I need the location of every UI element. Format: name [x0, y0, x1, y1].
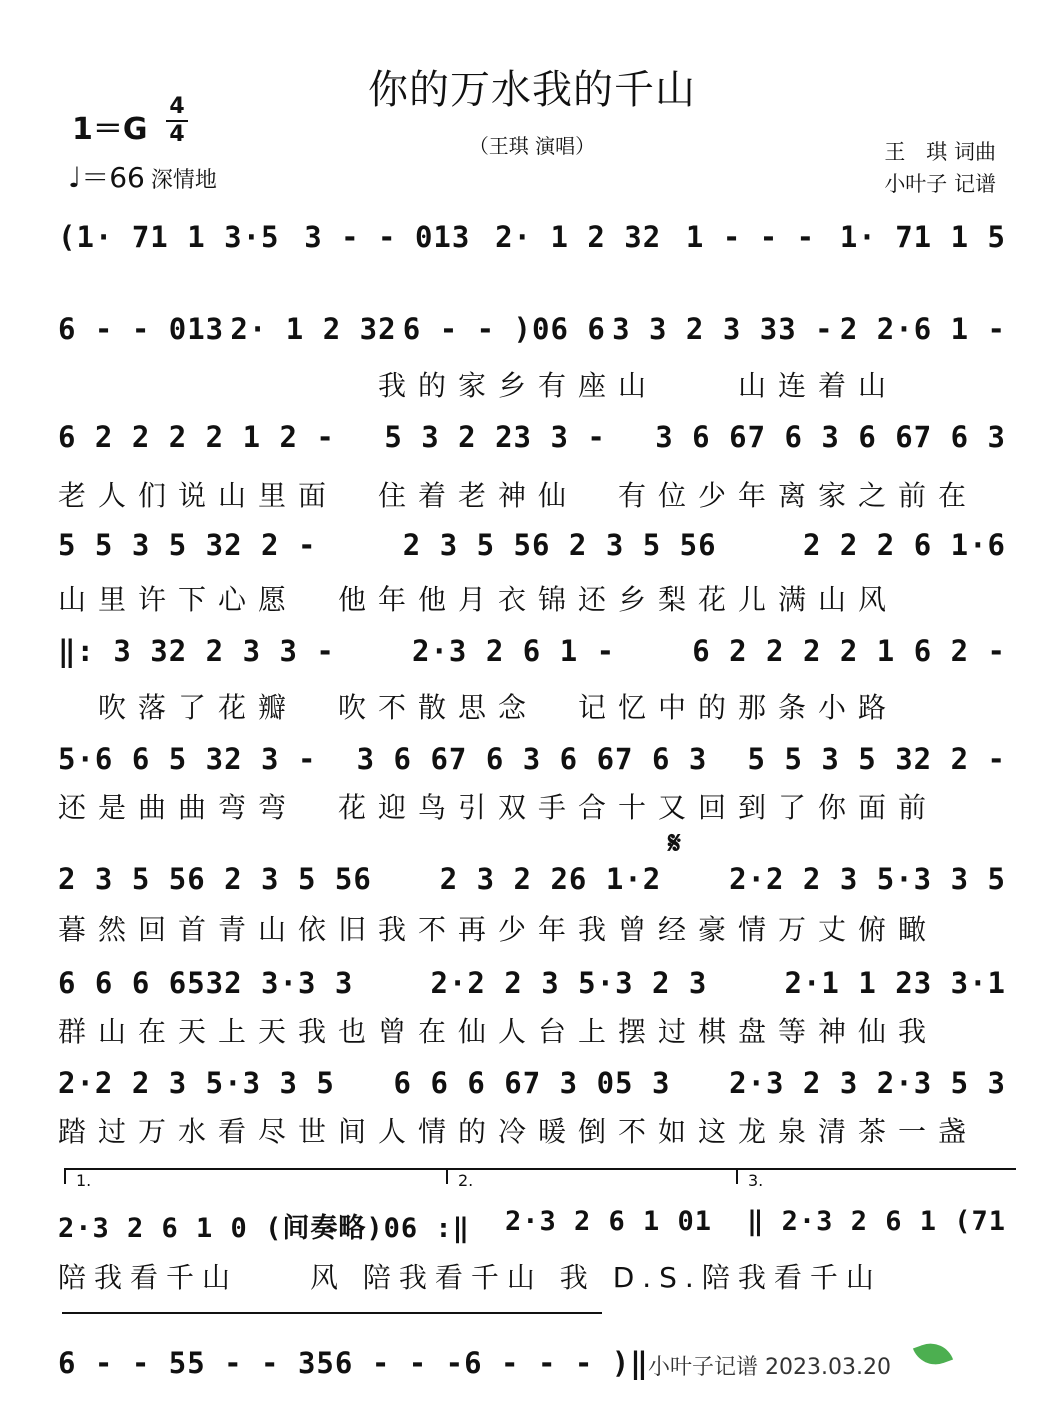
- measure: 2 3 2 26 1·2: [439, 862, 662, 896]
- lyric-line-7: 暮然回首青山依旧我不再少年我曾经豪情万丈俯瞰: [58, 913, 939, 946]
- tempo-value: ♩＝66: [68, 161, 145, 194]
- measure: 2·1 1 23 3·1: [784, 966, 1006, 1000]
- segno-sign: 𝄋: [668, 826, 681, 861]
- tempo-mark: [68, 156, 217, 196]
- score-row-10: [58, 1206, 1006, 1294]
- measure: 5 - - 35: [187, 1346, 335, 1380]
- measure: 2·3 2 6 1 01: [504, 1206, 713, 1237]
- notation-row-2: [58, 312, 1006, 346]
- coda-bracket: [62, 1312, 602, 1314]
- measure: 6 6 6 67 3 05 3: [393, 1066, 671, 1100]
- measure: 6 - - -: [334, 1346, 465, 1380]
- song-title: 你的万水我的千山: [368, 67, 696, 113]
- score-row-7: [58, 862, 1006, 946]
- notation-row-5: [58, 634, 1006, 668]
- volta-1: 1.: [64, 1168, 448, 1184]
- transcriber-signature: 小叶子记谱 2023.03.20: [648, 1355, 891, 1380]
- notation-row-8: [58, 966, 1006, 1000]
- lyric-line-4: 山里许下心愿 他年他月衣锦还乡梨花儿满山风: [58, 583, 899, 616]
- score-row-9: [58, 1066, 1006, 1148]
- lyric-line-8: 群山在天上天我也曾在仙人台上摆过棋盘等神仙我: [58, 1015, 939, 1048]
- measure: 2· 1 2 32: [495, 220, 662, 254]
- time-signature-top: 4: [169, 94, 185, 119]
- lyric-line-2: 我的家乡有座山 山连着山: [58, 369, 899, 402]
- score-row-11: [58, 1346, 649, 1406]
- time-signature-bottom: 4: [169, 122, 185, 147]
- lyric-line-9: 踏过万水看尽世间人情的冷暖倒不如这龙泉清茶一盏: [58, 1115, 979, 1148]
- notation-row-4: [58, 528, 1006, 562]
- notation-row-11: [58, 1346, 649, 1380]
- measure: 5 5 3 5 32 2 -: [747, 742, 1006, 776]
- measure: 6 - - - )‖: [464, 1346, 649, 1380]
- measure: 5 3 2 23 3 -: [384, 420, 606, 454]
- score-row-6: [58, 742, 1006, 824]
- measure: 5·6 6 5 32 3 -: [58, 742, 317, 776]
- measure: 6 - - )06 6: [402, 312, 606, 346]
- measure: 6 - - 5: [58, 1346, 188, 1380]
- lyrics-music-credit: 王 琪 词曲: [884, 140, 996, 164]
- measure: 2· 1 2 32: [230, 312, 397, 346]
- score-row-1: [58, 220, 1006, 280]
- measure: 1· 71 1 5: [839, 220, 1006, 254]
- measure: 2 3 5 56 2 3 5 56: [402, 528, 717, 562]
- score-row-5: [58, 634, 1006, 724]
- volta-2: 2.: [446, 1168, 738, 1184]
- measure: 2·2 2 3 5·3 3 5: [58, 1066, 335, 1100]
- measure: 2 2·6 1 -: [839, 312, 1006, 346]
- score-row-4: [58, 528, 1006, 616]
- measure: 1 - - -: [685, 220, 816, 254]
- measure: 5 5 3 5 32 2 -: [58, 528, 317, 562]
- measure: 2·3 2 6 1 -: [412, 634, 616, 668]
- transcriber-credit: 小叶子 记谱: [884, 172, 996, 196]
- measure: 3 6 67 6 3 6 67 6 3: [655, 420, 1006, 454]
- notation-row-9: [58, 1066, 1006, 1100]
- measure: 3 6 67 6 3 6 67 6 3: [356, 742, 708, 776]
- lyric-line-5: 吹落了花瓣 吹不散思念 记忆中的那条小路: [58, 691, 899, 724]
- volta-3: 3.: [736, 1168, 1016, 1184]
- expression-mark: 深情地: [150, 168, 217, 193]
- score-row-2: [58, 312, 1006, 402]
- score-row-8: [58, 966, 1006, 1048]
- measure: ‖: 3 32 2 3 3 -: [58, 634, 335, 668]
- score-row-3: [58, 420, 1006, 512]
- measure: ‖ 2·3 2 6 1 (71: [747, 1206, 1006, 1237]
- measure: 2 2 2 6 1·6: [802, 528, 1006, 562]
- singer-credit: （王琪 演唱）: [468, 134, 596, 158]
- measure: 2·3 2 6 1 0 (间奏略)06 :‖: [58, 1213, 470, 1244]
- notation-row-10: [58, 1206, 1006, 1245]
- notation-row-3: [58, 420, 1006, 454]
- lyric-line-3: 老人们说山里面 住着老神仙 有位少年离家之前在: [58, 479, 979, 512]
- measure: 6 2 2 2 2 1 2 -: [58, 420, 335, 454]
- measure: 6 2 2 2 2 1 6 2 -: [692, 634, 1006, 668]
- leaf-icon: [913, 1337, 953, 1371]
- measure: 2·2 2 3 5·3 2 3: [430, 966, 708, 1000]
- measure: 2·3 2 3 2·3 5 3: [729, 1066, 1006, 1100]
- measure: 6 6 6 6532 3·3 3: [58, 966, 354, 1000]
- notation-row-1: [58, 220, 1006, 254]
- measure: 3 3 2 3 33 -: [612, 312, 834, 346]
- lyric-line-6: 还是曲曲弯弯 花迎鸟引双手合十又回到了你面前: [58, 791, 939, 824]
- measure: 2 3 5 56 2 3 5 56: [58, 862, 372, 896]
- lyric-line-10: 陪我看千山 风 陪我看千山 我 D.S.陪我看千山: [58, 1261, 882, 1294]
- measure: 6 - - 013: [58, 312, 225, 346]
- measure: 3 - - 013: [304, 220, 471, 254]
- measure: (1· 71 1 3·5: [58, 220, 280, 254]
- notation-row-6: [58, 742, 1006, 776]
- measure: 2·2 2 3 5·3 3 5: [729, 862, 1006, 896]
- notation-row-7: [58, 862, 1006, 896]
- key-signature: 1＝G: [72, 112, 148, 147]
